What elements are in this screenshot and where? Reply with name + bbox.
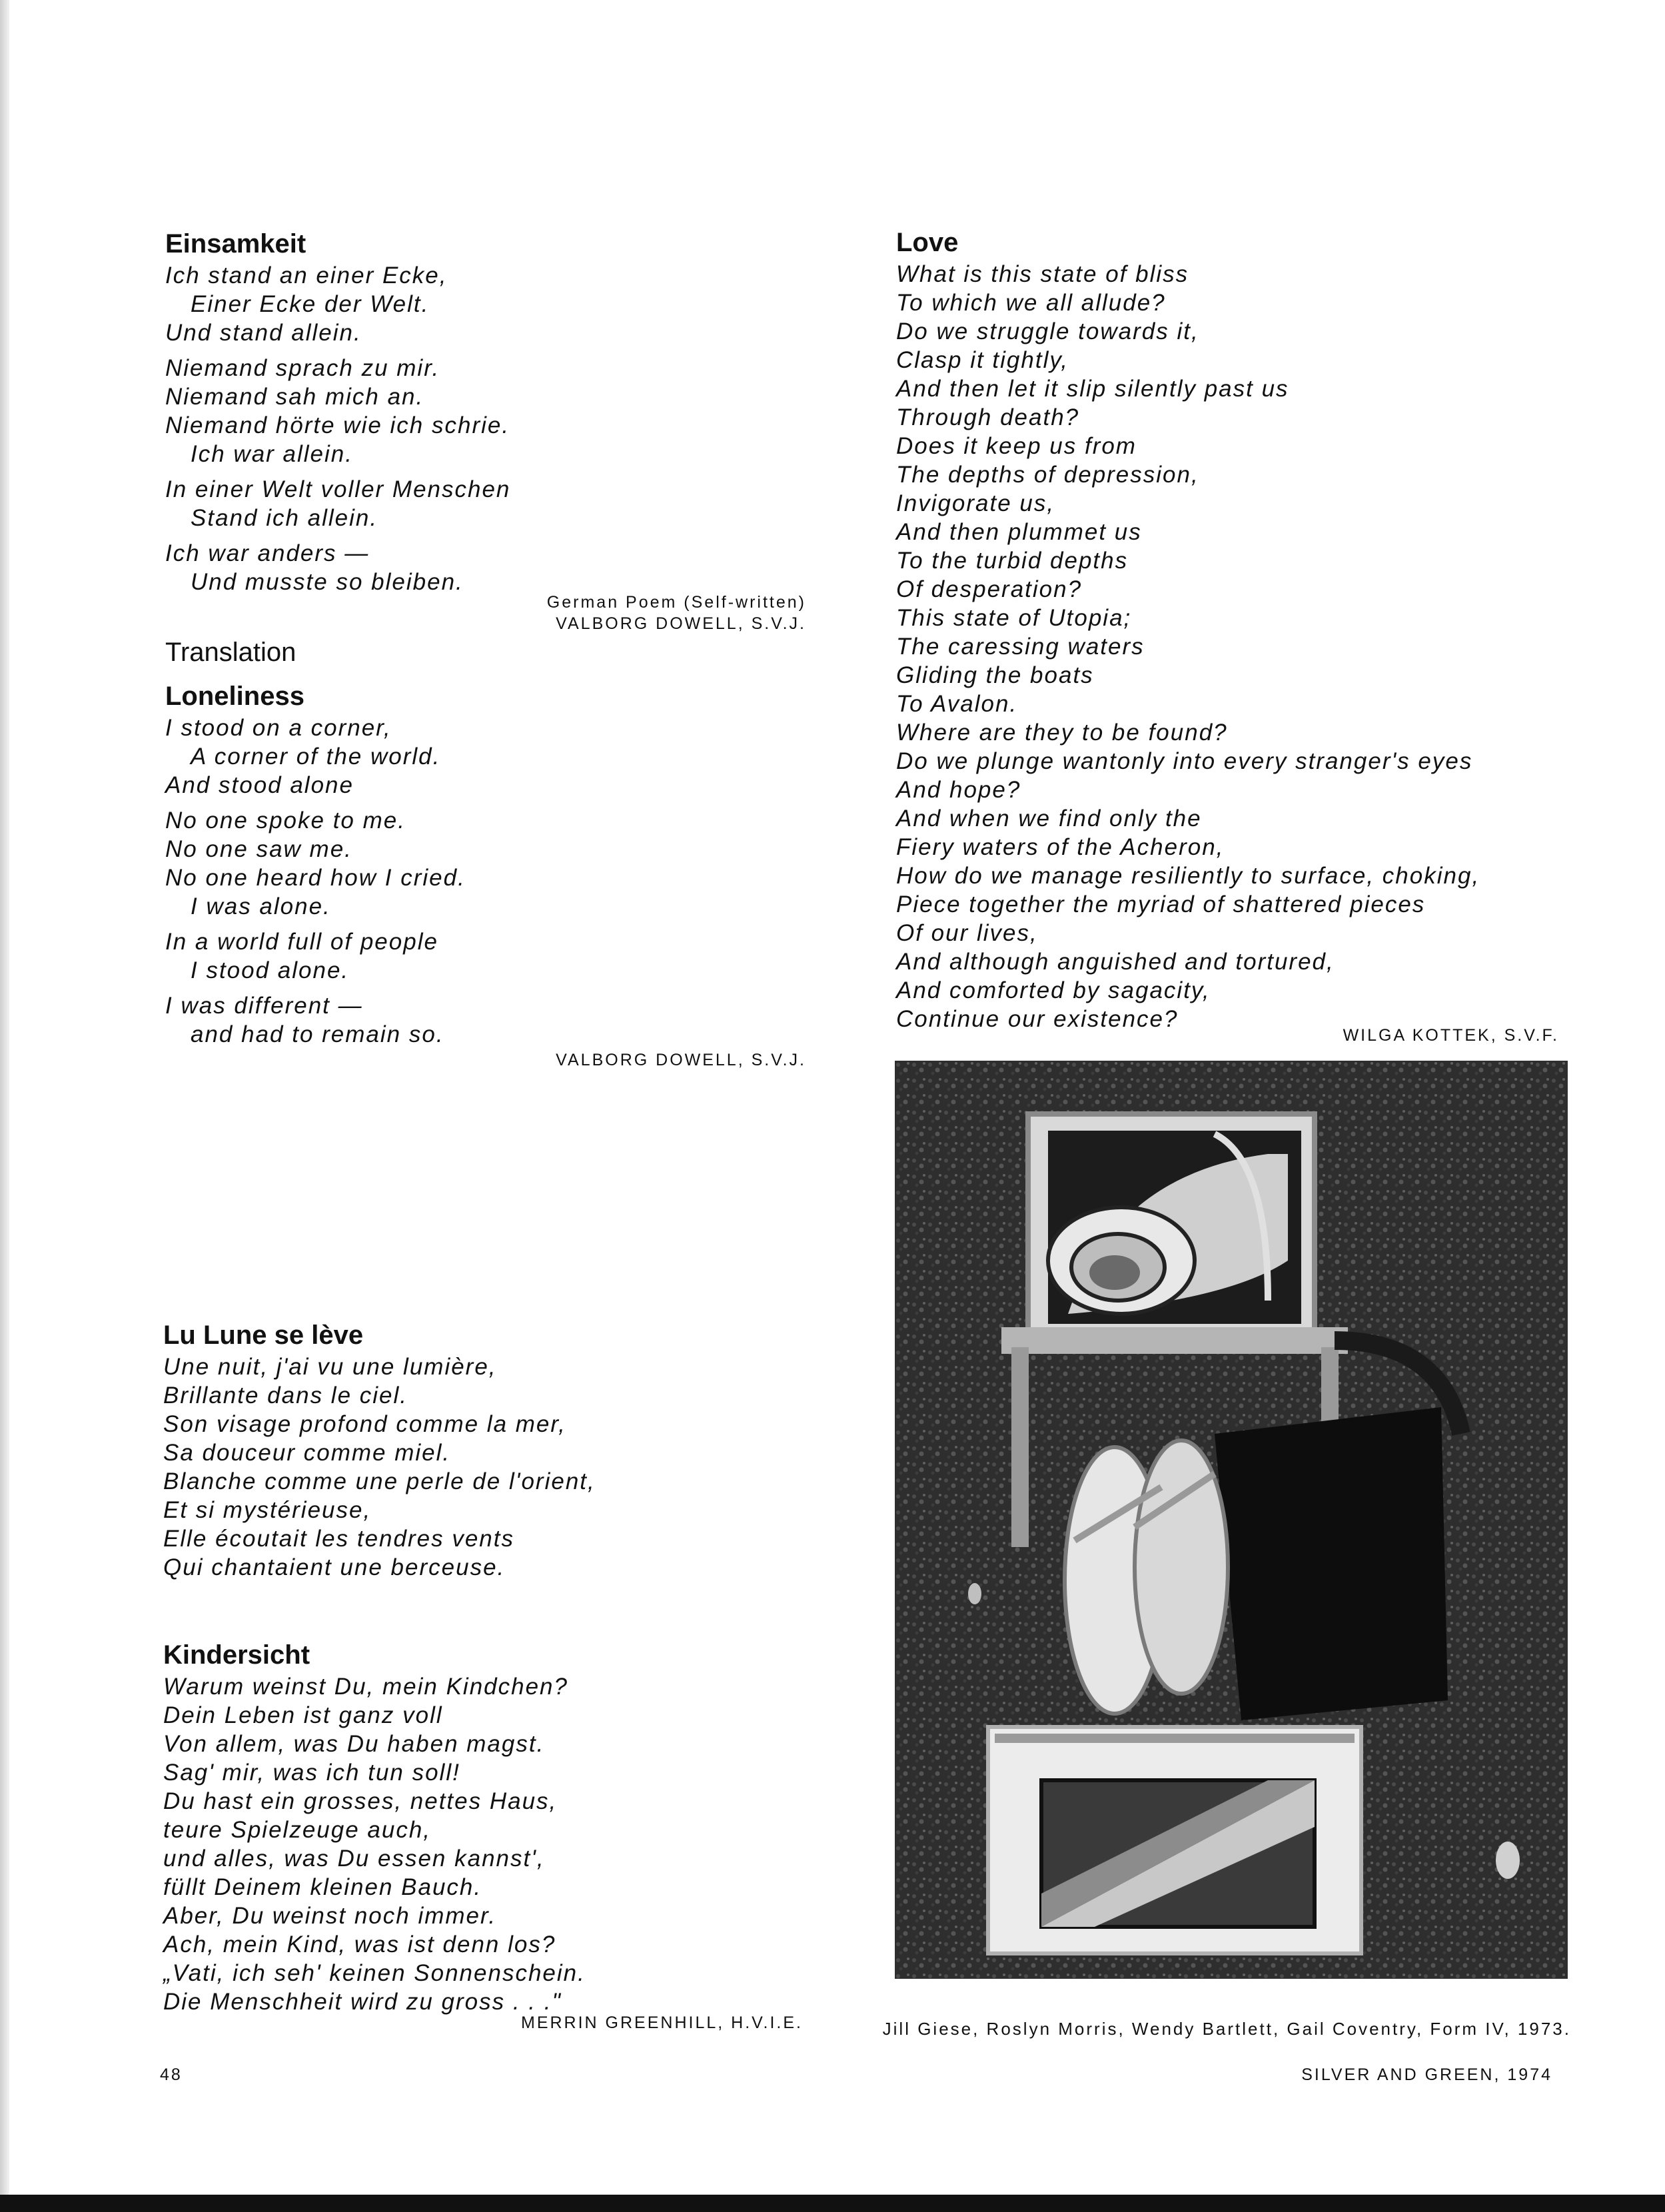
poem-line: Niemand hörte wie ich schrie. xyxy=(165,412,510,438)
poem-title: Loneliness xyxy=(165,682,304,711)
poem-loneliness xyxy=(165,636,466,1049)
poem-line: Son visage profond comme la mer, xyxy=(163,1411,566,1437)
poem-line: Brillante dans le ciel. xyxy=(163,1382,408,1408)
poem-line: Du hast ein grosses, nettes Haus, xyxy=(163,1788,558,1814)
poem-line: and had to remain so. xyxy=(191,1021,444,1047)
poem-line: No one spoke to me. xyxy=(165,808,406,833)
poem-line: To the turbid depths xyxy=(896,548,1129,574)
poem-line: Ach, mein Kind, was ist denn los? xyxy=(163,1932,556,1957)
poem-line: und alles, was Du essen kannst', xyxy=(163,1846,545,1872)
poem-line: A corner of the world. xyxy=(191,744,441,770)
poem-line: Gliding the boats xyxy=(896,662,1094,688)
poem-line: Und stand allein. xyxy=(165,320,362,346)
poem-line: The depths of depression, xyxy=(896,462,1199,488)
poem-line: Elle écoutait les tendres vents xyxy=(163,1526,514,1552)
poem-line: Continue our existence? xyxy=(896,1006,1179,1032)
poem-line: Where are they to be found? xyxy=(896,720,1228,746)
poem-line: And then let it slip silently past us xyxy=(896,376,1289,402)
poem-line: Sag' mir, was ich tun soll! xyxy=(163,1760,460,1786)
poem-line: In einer Welt voller Menschen xyxy=(165,476,511,502)
poem-line: No one saw me. xyxy=(165,836,352,862)
poem-line: No one heard how I cried. xyxy=(165,865,466,891)
poem-einsamkeit xyxy=(165,228,510,596)
page-number: 48 xyxy=(160,2065,183,2084)
poem-line: Stand ich allein. xyxy=(191,505,378,531)
poem-line: Of desperation? xyxy=(896,576,1083,602)
poem-love xyxy=(896,227,1480,1033)
poem-line: And comforted by sagacity, xyxy=(896,977,1211,1003)
poem-line: Of our lives, xyxy=(896,920,1038,946)
poem-line: Ich stand an einer Ecke, xyxy=(165,263,448,288)
poem-line: What is this state of bliss xyxy=(896,261,1189,287)
translation-label: Translation xyxy=(165,638,296,667)
publication-footer: SILVER AND GREEN, 1974 xyxy=(1301,2065,1552,2084)
poem-line: Piece together the myriad of shattered pieces xyxy=(896,891,1426,917)
poem-credit: VALBORG DOWELL, S.V.J. xyxy=(556,614,806,633)
poem-line: Do we struggle towards it, xyxy=(896,318,1199,344)
poem-line: I stood alone. xyxy=(191,957,350,983)
poem-line: Invigorate us, xyxy=(896,490,1055,516)
poem-line: Does it keep us from xyxy=(896,433,1137,459)
crafts-photo-illustration xyxy=(895,1061,1568,1979)
poem-title: Lu Lune se lève xyxy=(163,1321,364,1350)
poem-line: Fiery waters of the Acheron, xyxy=(896,834,1225,860)
poem-line: And then plummet us xyxy=(896,519,1142,545)
poem-line: Die Menschheit wird zu gross . . ." xyxy=(163,1989,562,2015)
poem-line: Von allem, was Du haben magst. xyxy=(163,1731,545,1757)
poem-credit: VALBORG DOWELL, S.V.J. xyxy=(556,1051,806,1069)
poem-credit: WILGA KOTTEK, S.V.F. xyxy=(1343,1026,1559,1045)
poem-line: Sa douceur comme miel. xyxy=(163,1440,451,1466)
poem-line: „Vati, ich seh' keinen Sonnenschein. xyxy=(163,1960,586,1986)
poem-line: teure Spielzeuge auch, xyxy=(163,1817,432,1843)
scan-bottom-edge xyxy=(0,2195,1665,2212)
poem-line: Und musste so bleiben. xyxy=(191,569,464,595)
poem-line: To which we all allude? xyxy=(896,290,1166,316)
poem-line: And stood alone xyxy=(165,772,354,798)
crafts-photo xyxy=(895,1061,1568,1979)
poem-line: And hope? xyxy=(896,777,1021,803)
poem-line: Une nuit, j'ai vu une lumière, xyxy=(163,1354,497,1380)
poem-line: Do we plunge wantonly into every stranger's eyes xyxy=(896,748,1473,774)
poem-title: Love xyxy=(896,228,959,257)
poem-line: This state of Utopia; xyxy=(896,605,1132,631)
poem-line: Einer Ecke der Welt. xyxy=(191,291,430,317)
photo-caption: Jill Giese, Roslyn Morris, Wendy Bartlett, Gail Coventry, Form IV, 1973. xyxy=(882,2019,1571,2039)
poem-line: füllt Deinem kleinen Bauch. xyxy=(163,1874,482,1900)
poem-line: I was different — xyxy=(165,993,363,1019)
poem-line: Et si mystérieuse, xyxy=(163,1497,372,1523)
poem-credit: MERRIN GREENHILL, H.V.I.E. xyxy=(521,2013,803,2032)
poem-line: I was alone. xyxy=(191,893,331,919)
poem-title: Kindersicht xyxy=(163,1640,310,1670)
poem-credit-note: German Poem (Self-written) xyxy=(546,593,806,612)
poem-line: Aber, Du weinst noch immer. xyxy=(163,1903,497,1929)
poem-line: Blanche comme une perle de l'orient, xyxy=(163,1468,596,1494)
poem-lu-lune xyxy=(163,1319,596,1582)
poem-line: Niemand sah mich an. xyxy=(165,384,424,410)
page-spine-shadow xyxy=(0,0,9,2212)
poem-line: The caressing waters xyxy=(896,634,1145,660)
poem-line: Clasp it tightly, xyxy=(896,347,1069,373)
poem-line: Ich war allein. xyxy=(191,441,353,467)
poem-line: How do we manage resiliently to surface, choking, xyxy=(896,863,1480,889)
poem-line: To Avalon. xyxy=(896,691,1018,717)
poem-kindersicht xyxy=(163,1639,586,2016)
poem-line: Niemand sprach zu mir. xyxy=(165,355,440,381)
poem-title: Einsamkeit xyxy=(165,229,306,259)
poem-line: And when we find only the xyxy=(896,806,1202,831)
poem-line: Dein Leben ist ganz voll xyxy=(163,1702,443,1728)
poem-line: Qui chantaient une berceuse. xyxy=(163,1554,506,1580)
poem-line: And although anguished and tortured, xyxy=(896,949,1335,975)
poem-line: In a world full of people xyxy=(165,929,438,955)
poem-line: I stood on a corner, xyxy=(165,715,392,741)
poem-line: Warum weinst Du, mein Kindchen? xyxy=(163,1674,568,1700)
poem-line: Through death? xyxy=(896,404,1080,430)
poem-line: Ich war anders — xyxy=(165,540,370,566)
